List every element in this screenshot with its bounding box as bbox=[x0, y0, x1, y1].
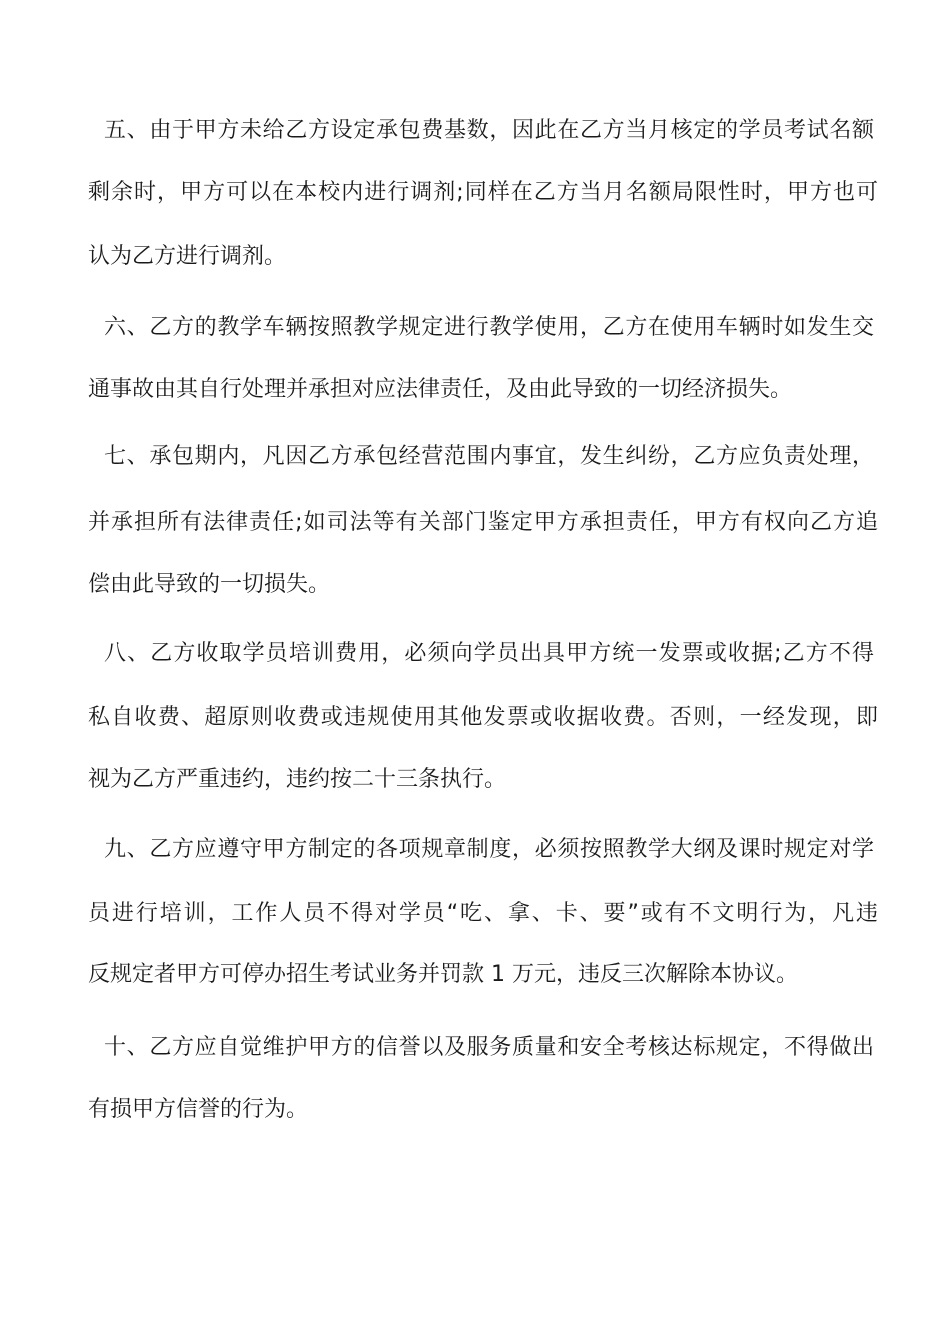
clause-6-line-2: 通事故由其自行处理并承担对应法律责任，及由此导致的一切经济损失。 bbox=[88, 377, 793, 402]
clause-7-line-3: 偿由此导致的一切损失。 bbox=[88, 572, 331, 597]
clause-10-line-1: 十、乙方应自觉维护甲方的信誉以及服务质量和安全考核达标规定，不得做出 bbox=[104, 1035, 874, 1060]
clause-5-line-3: 认为乙方进行调剂。 bbox=[88, 244, 287, 269]
clause-7-line-2: 并承担所有法律责任;如司法等有关部门鉴定甲方承担责任，甲方有权向乙方追 bbox=[88, 510, 878, 535]
clause-9-line-2: 员进行培训，工作人员不得对学员“吃、拿、卡、要”或有不文明行为，凡违 bbox=[88, 901, 878, 926]
clause-7-line-1: 七、承包期内，凡因乙方承包经营范围内事宜，发生纠纷，乙方应负责处理， bbox=[104, 444, 874, 469]
clause-8-line-2: 私自收费、超原则收费或违规使用其他发票或收据收费。否则，一经发现，即 bbox=[88, 705, 878, 730]
clause-9-line-3: 反规定者甲方可停办招生考试业务并罚款 1 万元，违反三次解除本协议。 bbox=[88, 962, 798, 987]
clause-5-line-1: 五、由于甲方未给乙方设定承包费基数，因此在乙方当月核定的学员考试名额 bbox=[104, 118, 874, 143]
clause-6-line-1: 六、乙方的教学车辆按照教学规定进行教学使用，乙方在使用车辆时如发生交 bbox=[104, 315, 874, 340]
clause-9-line-1: 九、乙方应遵守甲方制定的各项规章制度，必须按照教学大纲及课时规定对学 bbox=[104, 837, 874, 862]
clause-8-line-1: 八、乙方收取学员培训费用，必须向学员出具甲方统一发票或收据;乙方不得 bbox=[104, 641, 874, 666]
clause-8-line-3: 视为乙方严重违约，违约按二十三条执行。 bbox=[88, 767, 507, 792]
clause-5-line-2: 剩余时，甲方可以在本校内进行调剂;同样在乙方当月名额局限性时，甲方也可 bbox=[88, 180, 878, 205]
clause-10-line-2: 有损甲方信誉的行为。 bbox=[88, 1097, 309, 1122]
